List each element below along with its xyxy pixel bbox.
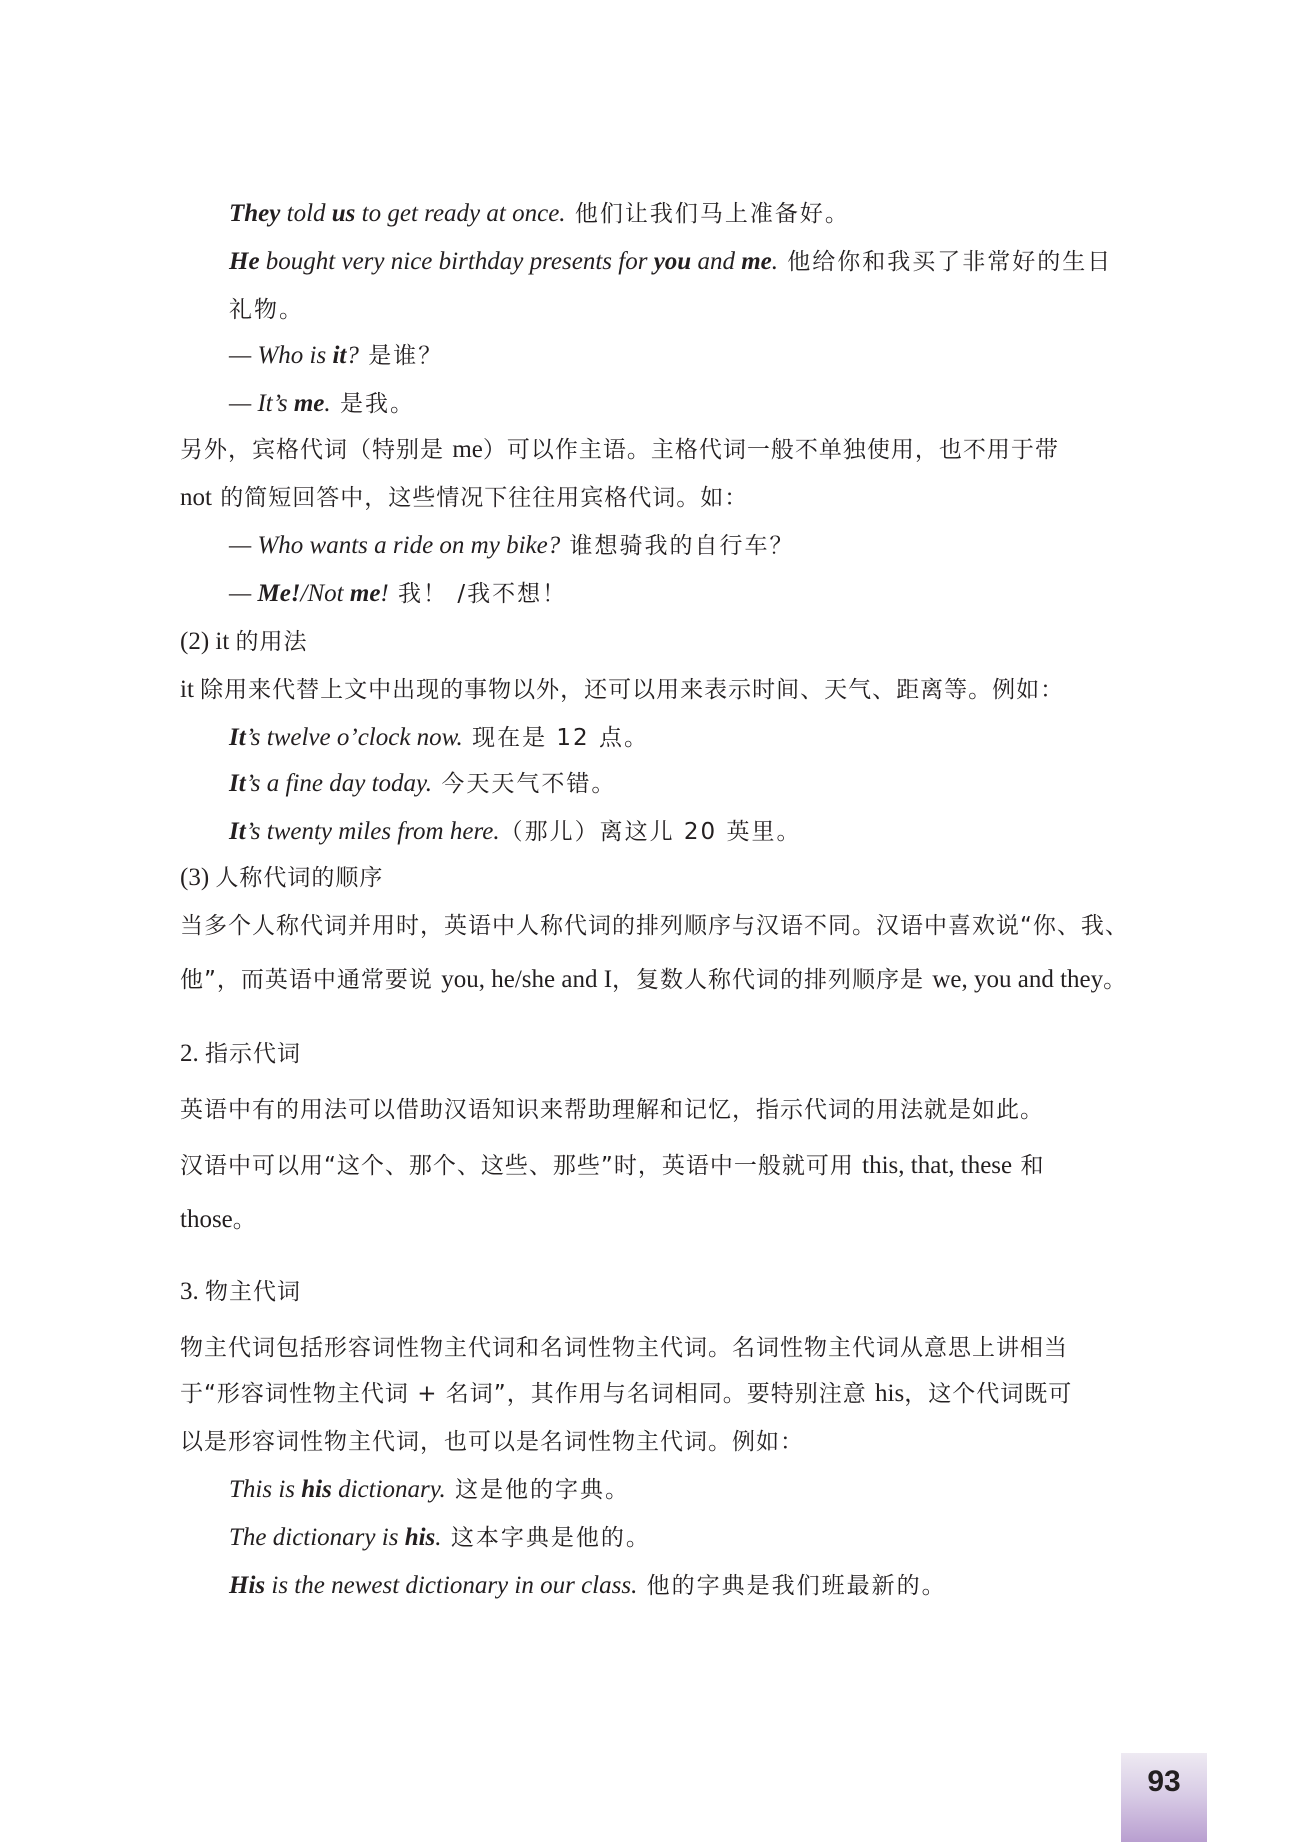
example-twenty-miles: It’s twenty miles from here.（那儿）离这儿 20 英里。 <box>229 818 802 845</box>
example-he-bought: He bought very nice birthday presents for you and me. 他给你和我买了非常好的生日 <box>229 248 1113 275</box>
dialogue-its-me: — It’s me. 是我。 <box>229 390 415 417</box>
dialogue-me-not-me: — Me!/Not me! 我！ /我不想！ <box>229 580 568 607</box>
subheading-it-usage: (2) it 的用法 <box>180 628 308 655</box>
paragraph-possessive: 物主代词包括形容词性物主代词和名词性物主代词。名词性物主代词从意思上讲相当 <box>180 1335 1068 1361</box>
section-heading-possessive: 3. 物主代词 <box>180 1278 301 1305</box>
example-fine-day: It’s a fine day today. 今天天气不错。 <box>229 770 617 797</box>
page-number: 93 <box>1147 1765 1181 1798</box>
example-twelve-oclock: It’s twelve o’clock now. 现在是 12 点。 <box>229 724 649 751</box>
paragraph-possessive-continued: 于“形容词性物主代词 + 名词”，其作用与名词相同。要特别注意 his，这个代词既可 <box>180 1380 1073 1407</box>
paragraph-it-usage: it 除用来代替上文中出现的事物以外，还可以用来表示时间、天气、距离等。例如： <box>180 676 1065 703</box>
paragraph-demonstrative-end: those。 <box>180 1206 257 1233</box>
page-number-tab <box>1121 1753 1207 1842</box>
example-they-told-us: They told us to get ready at once. 他们让我们马上准备好。 <box>229 200 850 227</box>
example-dictionary-is-his: The dictionary is his. 这本字典是他的。 <box>229 1524 651 1551</box>
example-his-dictionary: This is his dictionary. 这是他的字典。 <box>229 1476 631 1503</box>
paragraph-demonstrative-continued: 汉语中可以用“这个、那个、这些、那些”时，英语中一般就可用 this, that, these 和 <box>180 1152 1045 1179</box>
paragraph-possessive-end: 以是形容词性物主代词，也可以是名词性物主代词。例如： <box>180 1429 804 1455</box>
paragraph-object-pronoun-continued: not 的简短回答中，这些情况下往往用宾格代词。如： <box>180 484 749 511</box>
paragraph-demonstrative: 英语中有的用法可以借助汉语知识来帮助理解和记忆，指示代词的用法就是如此。 <box>180 1097 1044 1123</box>
subheading-pronoun-order: (3) 人称代词的顺序 <box>180 864 384 891</box>
section-heading-demonstrative: 2. 指示代词 <box>180 1040 301 1067</box>
example-his-is-newest: His is the newest dictionary in our class. 他的字典是我们班最新的。 <box>229 1572 947 1599</box>
paragraph-pronoun-order: 当多个人称代词并用时，英语中人称代词的排列顺序与汉语不同。汉语中喜欢说“你、我、 <box>180 913 1129 939</box>
dialogue-who-wants-ride: — Who wants a ride on my bike? 谁想骑我的自行车？ <box>229 532 795 559</box>
paragraph-pronoun-order-continued: 他”，而英语中通常要说 you, he/she and I，复数人称代词的排列顺序是 we, you and they。 <box>180 966 1128 993</box>
dialogue-who-is-it: — Who is it? 是谁？ <box>229 342 444 369</box>
example-he-bought-continued: 礼物。 <box>229 297 304 323</box>
paragraph-object-pronoun: 另外，宾格代词（特别是 me）可以作主语。主格代词一般不单独使用，也不用于带 <box>180 436 1059 463</box>
